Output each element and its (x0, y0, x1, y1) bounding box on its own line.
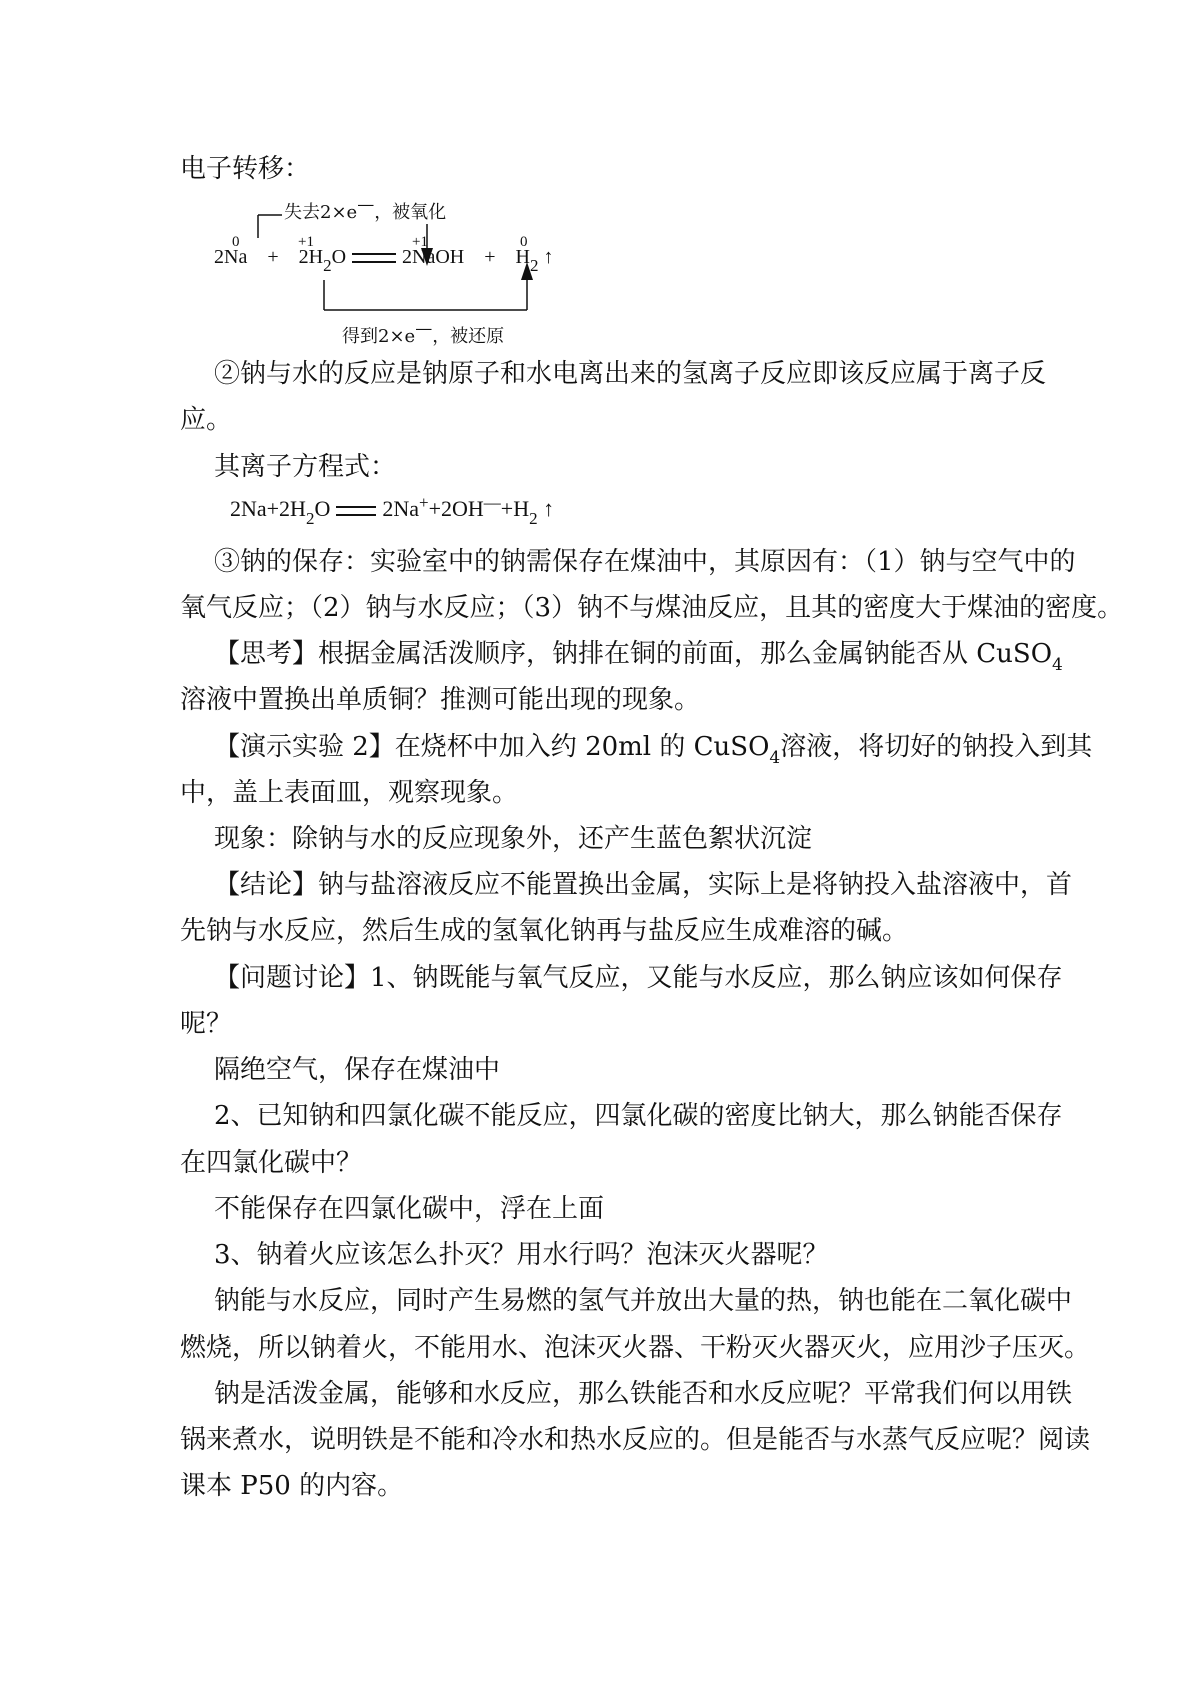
ox-state-na: 0 (232, 234, 240, 250)
answer-2: 不能保存在四氯化碳中，浮在上面 (214, 1194, 605, 1224)
phenomenon: 现象：除钠与水的反应现象外，还产生蓝色絮状沉淀 (214, 824, 813, 854)
gained-electrons-label: 得到2×e—，被还原 (342, 319, 505, 347)
iron-line1: 钠是活泼金属，能够和水反应，那么铁能否和水反应呢？平常我们何以用铁 (214, 1379, 1073, 1409)
think-line2: 溶液中置换出单质铜？推测可能出现的现象。 (180, 685, 701, 715)
section-heading: 电子转移： (180, 154, 311, 184)
question-1-line2: 呢？ (180, 1009, 233, 1039)
question-2-line1: 2、已知钠和四氯化碳不能反应，四氯化碳的密度比钠大，那么钠能否保存 (214, 1101, 1063, 1131)
paragraph-3-line2: 氧气反应；（2）钠与水反应；（3）钠不与煤油反应，且其的密度大于煤油的密度。 (180, 593, 1124, 623)
paragraph-3-line1: ③钠的保存：实验室中的钠需保存在煤油中，其原因有：（1）钠与空气中的 (214, 547, 1076, 577)
question-1-line1: 【问题讨论】1、钠既能与氧气反应，又能与水反应，那么钠应该如何保存 (214, 963, 1063, 993)
lost-electrons-label: 失去2×e—，被氧化 (284, 195, 447, 223)
reaction-equation: 2Na + $2H_2O$ 2NaOH + $H_2$ ↑ (214, 246, 554, 275)
ox-state-naoh: +1 (412, 234, 428, 250)
conclusion-line2: 先钠与水反应，然后生成的氢氧化钠再与盐反应生成难溶的碱。 (180, 916, 909, 946)
electron-transfer-diagram (214, 195, 630, 350)
answer-3-line1: 钠能与水反应，同时产生易燃的氢气并放出大量的热，钠也能在二氧化碳中 (214, 1286, 1073, 1316)
equals-sign (352, 253, 396, 263)
demo-line2: 中，盖上表面皿，观察现象。 (180, 778, 519, 808)
answer-1: 隔绝空气，保存在煤油中 (214, 1055, 501, 1085)
think-line1: 【思考】根据金属活泼顺序，钠排在铜的前面，那么金属钠能否从 CuSO$_4$ (214, 639, 1063, 675)
ionic-equation: $2Na+2H_2O$ $2Na^++2OH^—+H_2$ ↑ (230, 493, 555, 528)
paragraph-2-line2: 应。 (180, 405, 233, 435)
answer-3-line2: 燃烧，所以钠着火，不能用水、泡沫灭火器、干粉灭火器灭火，应用沙子压灭。 (180, 1333, 1091, 1363)
demo-line1: 【演示实验 2】在烧杯中加入约 20ml 的 CuSO$_4$溶液，将切好的钠投入到其 (214, 732, 1093, 768)
iron-line2: 锅来煮水，说明铁是不能和冷水和热水反应的。但是能否与水蒸气反应呢？阅读 (180, 1425, 1091, 1455)
equals-sign (336, 506, 376, 516)
ox-state-h2: 0 (520, 234, 528, 250)
conclusion-line1: 【结论】钠与盐溶液反应不能置换出金属，实际上是将钠投入盐溶液中，首 (214, 870, 1073, 900)
iron-line3: 课本 P50 的内容。 (180, 1471, 404, 1501)
paragraph-2-line1: ②钠与水的反应是钠原子和水电离出来的氢离子反应即该反应属于离子反 (214, 359, 1047, 389)
question-2-line2: 在四氯化碳中？ (180, 1148, 363, 1178)
ionic-equation-heading: 其离子方程式： (214, 452, 397, 482)
question-3: 3、钠着火应该怎么扑灭？用水行吗？泡沫灭火器呢？ (214, 1240, 829, 1270)
ox-state-h2o: +1 (298, 234, 314, 250)
